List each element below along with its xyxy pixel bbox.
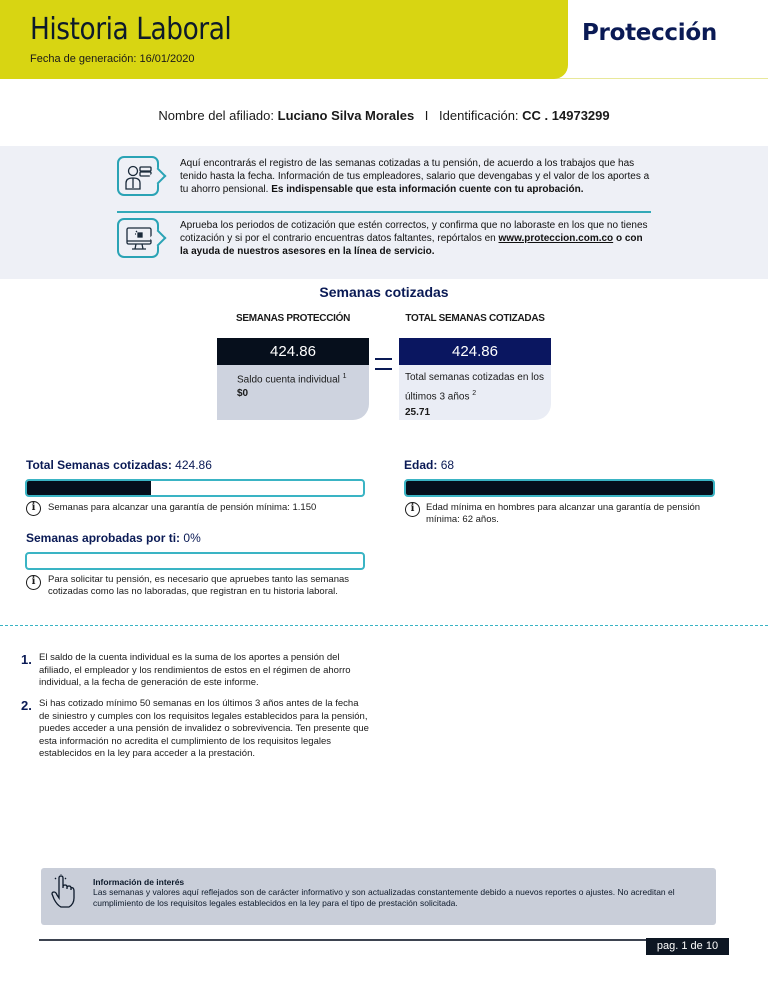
semanas-aprobadas-label xyxy=(26,531,201,545)
metric-label-text: Edad: xyxy=(404,458,438,472)
equals-icon xyxy=(375,358,392,370)
info-panel xyxy=(0,146,768,279)
employee-records-icon xyxy=(117,156,159,196)
info-icon: i xyxy=(405,502,420,517)
section-divider xyxy=(0,625,768,626)
total-semanas-label xyxy=(26,458,212,472)
footer-line xyxy=(39,939,647,941)
affiliate-id-label: Identificación: xyxy=(439,108,519,123)
edad-label xyxy=(404,458,454,472)
footnote-number: 1. xyxy=(21,652,32,667)
card-header: SEMANAS PROTECCIÓN xyxy=(217,307,369,338)
card-label: Saldo cuenta individual xyxy=(237,374,340,386)
card-semanas-proteccion xyxy=(217,307,369,420)
metric-value: 0% xyxy=(183,531,201,545)
metric-label-text: Semanas aprobadas por ti: xyxy=(26,531,181,545)
info-approve-text: Aprueba los periodos de cotización que estén correctos, y confirma que no laboraste en los que no tienes cotización y si por el contrario encuentras datos faltantes, repórtalos en xyxy=(180,220,648,244)
info-records-bold: Es indispensable que esta información cuente con tu aprobación. xyxy=(271,184,584,195)
progress-fill xyxy=(27,481,151,495)
brand-logo: Protección xyxy=(582,20,717,46)
divider xyxy=(117,211,651,213)
edad-progress xyxy=(404,479,715,497)
page-indicator: pag. 1 de 10 xyxy=(646,938,729,955)
card-body xyxy=(217,365,369,401)
footnote-number: 2. xyxy=(21,698,32,713)
generation-date: Fecha de generación: 16/01/2020 xyxy=(30,53,195,65)
affiliate-name-label: Nombre del afiliado: xyxy=(158,108,274,123)
total-semanas-progress xyxy=(25,479,365,497)
card-value: 424.86 xyxy=(217,338,369,365)
affiliate-info xyxy=(0,108,768,123)
page-title: Historia Laboral xyxy=(30,12,232,47)
edad-note: Edad mínima en hombres para alcanzar una garantía de pensión mínima: 62 años. xyxy=(426,502,701,525)
header xyxy=(0,0,768,79)
total-semanas-note: Semanas para alcanzar una garantía de pensión mínima: 1.150 xyxy=(48,502,317,513)
separator: I xyxy=(424,108,429,123)
header-band xyxy=(0,0,568,79)
affiliate-name: Luciano Silva Morales xyxy=(277,108,415,123)
card-header: TOTAL SEMANAS COTIZADAS xyxy=(399,307,551,338)
card-value: 424.86 xyxy=(399,338,551,365)
card-total-semanas xyxy=(399,307,551,420)
card-amount: $0 xyxy=(237,388,249,400)
info-icon: i xyxy=(26,575,41,590)
affiliate-id: CC . 14973299 xyxy=(522,108,610,123)
footnote-text: Si has cotizado mínimo 50 semanas en los últimos 3 años antes de la fecha de siniestro y cumples con los requisitos legales establecidos para la pensión, puedes acceder a una pensión de invalidez o sobrevivencia. Ten presente que esta información no acredita el cumplimiento de los requisitos legales establecidos en la ley para acceder a la prestación. xyxy=(39,698,369,759)
interest-box xyxy=(41,868,716,925)
info-text-records xyxy=(180,157,650,196)
computer-monitor-icon xyxy=(117,218,159,258)
semanas-title: Semanas cotizadas xyxy=(319,284,449,300)
progress-fill xyxy=(406,481,713,495)
card-label: Total semanas cotizadas en los últimos 3 años xyxy=(405,372,544,403)
info-text-approve xyxy=(180,219,650,258)
card-body xyxy=(399,365,551,421)
interest-title: Información de interés xyxy=(93,877,185,887)
info-icon: i xyxy=(26,501,41,516)
footnote-text: El saldo de la cuenta individual es la suma de los aportes a pensión del afiliado, el empleador y los rendimientos de estos en el régimen de ahorro individual, a la fecha de generación de este informe. xyxy=(39,652,351,688)
footnote-ref: 2 xyxy=(472,390,477,397)
interest-text: Las semanas y valores aquí reflejados son de carácter informativo y son actualizadas constantemente debido a nuevos reportes o ajustes. No acreditan el cumplimiento de los requisitos legales establecidos en la ley para el tipo de prestación solicitada. xyxy=(93,887,675,908)
metric-label-text: Total Semanas cotizadas: xyxy=(26,458,172,472)
footnote-ref: 1 xyxy=(342,373,347,380)
metric-value: 424.86 xyxy=(175,458,212,472)
metric-value: 68 xyxy=(440,458,455,472)
hand-pointer-icon xyxy=(50,874,76,910)
card-amount: 25.71 xyxy=(405,407,431,419)
info-records-text: Aquí encontrarás el registro de las semanas cotizadas a tu pensión, de acuerdo a los trabajos que has tenido hasta la fecha. Información de tus empleadores, salario que devengabas y el valor de los aportes a tu ahorro pensional. xyxy=(180,158,650,195)
website-link[interactable]: www.proteccion.com.co xyxy=(498,233,614,244)
info-approve-bold: o con la ayuda de nuestros asesores en la línea de servicio. xyxy=(180,233,643,257)
semanas-aprobadas-note: Para solicitar tu pensión, es necesario que apruebes tanto las semanas cotizadas como las no laboradas, que registran en tu historia laboral. xyxy=(48,574,350,597)
semanas-aprobadas-progress xyxy=(25,552,365,570)
